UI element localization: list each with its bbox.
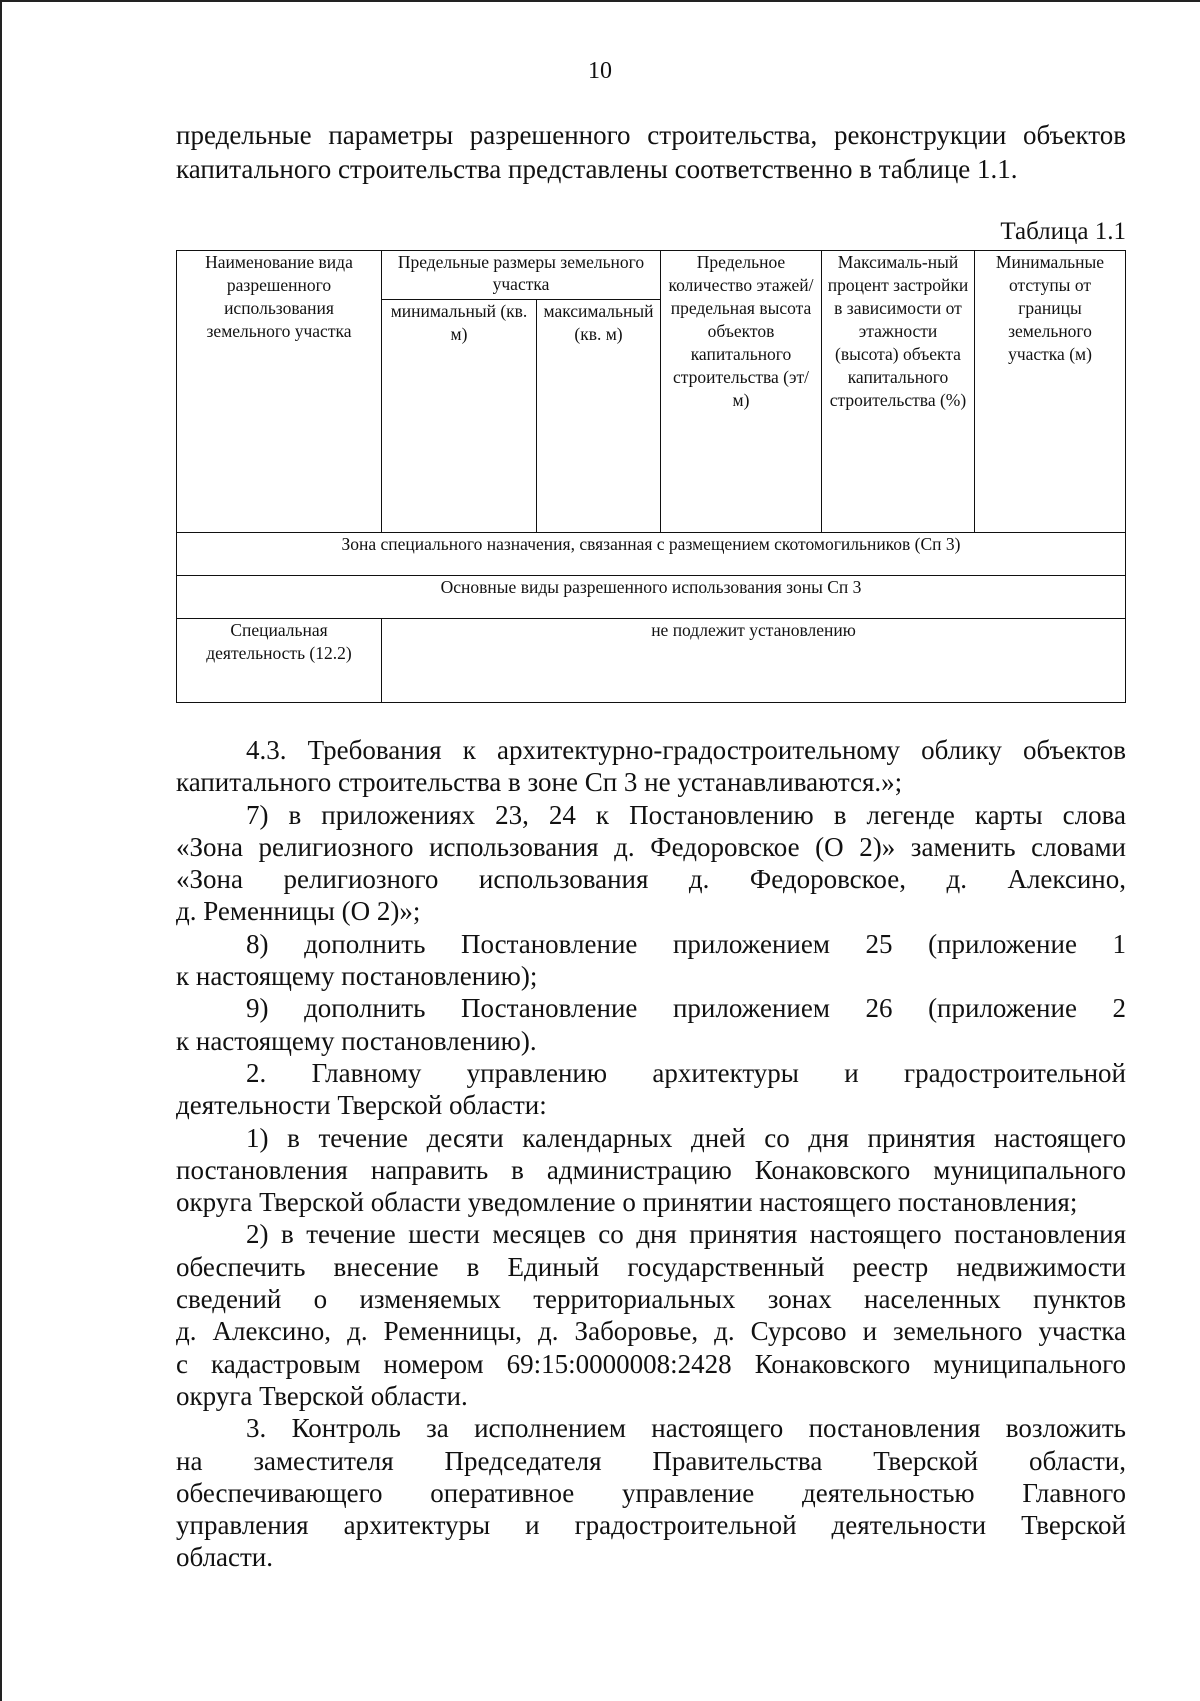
paragraph-line: сведений о изменяемых территориальных зонах населенных пунктов (176, 1284, 1126, 1315)
header-min: минимальный (кв. м) (382, 300, 537, 533)
table-caption: Таблица 1.1 (1000, 218, 1126, 245)
paragraph-line: округа Тверской области уведомление о принятии настоящего постановления; (176, 1187, 1078, 1218)
paragraph-line: капитального строительства в зоне Сп 3 не устанавливаются.»; (176, 767, 903, 798)
header-size-group: Предельные размеры земельного участка (382, 251, 661, 300)
body-text (176, 734, 1126, 1574)
row-name: Специальная деятельность (12.2) (177, 619, 382, 703)
paragraph-line: 2. Главному управлению архитектуры и градостроительной (246, 1057, 1126, 1088)
header-percent: Максималь-ный процент застройки в зависимости от этажности (высота) объекта капитального строительства (%) (822, 251, 975, 533)
paragraph-line: к настоящему постановлению). (176, 1025, 537, 1056)
row-value: не подлежит установлению (382, 619, 1126, 703)
header-name: Наименование вида разрешенного использования земельного участка (177, 251, 382, 533)
paragraph-line: 8) дополнить Постановление приложением 25 (приложение 1 (246, 928, 1126, 959)
zone-subtitle: Основные виды разрешенного использования зоны Сп 3 (177, 576, 1126, 619)
paragraph-line: области. (176, 1542, 274, 1573)
parameters-table (176, 250, 1126, 703)
paragraph-line: 2) в течение шести месяцев со дня принятия настоящего постановления (246, 1219, 1126, 1250)
paragraph-line: д. Ременницы (О 2)»; (176, 896, 421, 927)
page-number: 10 (588, 58, 612, 84)
paragraph-line: постановления направить в администрацию Конаковского муниципального (176, 1154, 1126, 1185)
zone-title: Зона специального назначения, связанная с размещением скотомогильников (Сп 3) (177, 533, 1126, 576)
paragraph-line: «Зона религиозного использования д. Федоровское (О 2)» заменить словами (176, 831, 1126, 862)
paragraph-line: 3. Контроль за исполнением настоящего постановления возложить (246, 1413, 1126, 1444)
header-indent: Минимальные отступы от границы земельного участка (м) (975, 251, 1126, 533)
intro-line-1: предельные параметры разрешенного строительства, реконструкции объектов (176, 120, 1126, 150)
left-border (0, 0, 2, 1701)
paragraph-line: управления архитектуры и градостроительной деятельности Тверской (176, 1510, 1126, 1541)
intro-line-2: капитального строительства представлены соответственно в таблице 1.1. (176, 154, 1018, 184)
top-border (0, 0, 1200, 2)
paragraph-line: округа Тверской области. (176, 1380, 468, 1411)
header-floors: Предельное количество этажей/ предельная высота объектов капитального строительства (эт/м) (661, 251, 822, 533)
paragraph-line: 1) в течение десяти календарных дней со дня принятия настоящего (246, 1122, 1126, 1153)
paragraph-line: к настоящему постановлению); (176, 961, 538, 992)
paragraph-line: 4.3. Требования к архитектурно-градостроительному облику объектов (246, 735, 1126, 765)
header-max: максимальный (кв. м) (537, 300, 661, 533)
paragraph-line: с кадастровым номером 69:15:0000008:2428 Конаковского муниципального (176, 1348, 1126, 1379)
paragraph-line: д. Алексино, д. Ременницы, д. Заборовье, д. Сурсово и земельного участка (176, 1316, 1126, 1347)
intro-paragraph (176, 118, 1126, 186)
paragraph-line: обеспечивающего оперативное управление деятельностью Главного (176, 1477, 1126, 1508)
paragraph-line: 9) дополнить Постановление приложением 26 (приложение 2 (246, 993, 1126, 1024)
paragraph-line: «Зона религиозного использования д. Федоровское, д. Алексино, (176, 864, 1126, 895)
paragraph-line: деятельности Тверской области: (176, 1090, 547, 1121)
paragraph-line: 7) в приложениях 23, 24 к Постановлению в легенде карты слова (246, 799, 1126, 830)
paragraph-line: на заместителя Председателя Правительства Тверской области, (176, 1445, 1126, 1476)
paragraph-line: обеспечить внесение в Единый государственный реестр недвижимости (176, 1251, 1126, 1282)
